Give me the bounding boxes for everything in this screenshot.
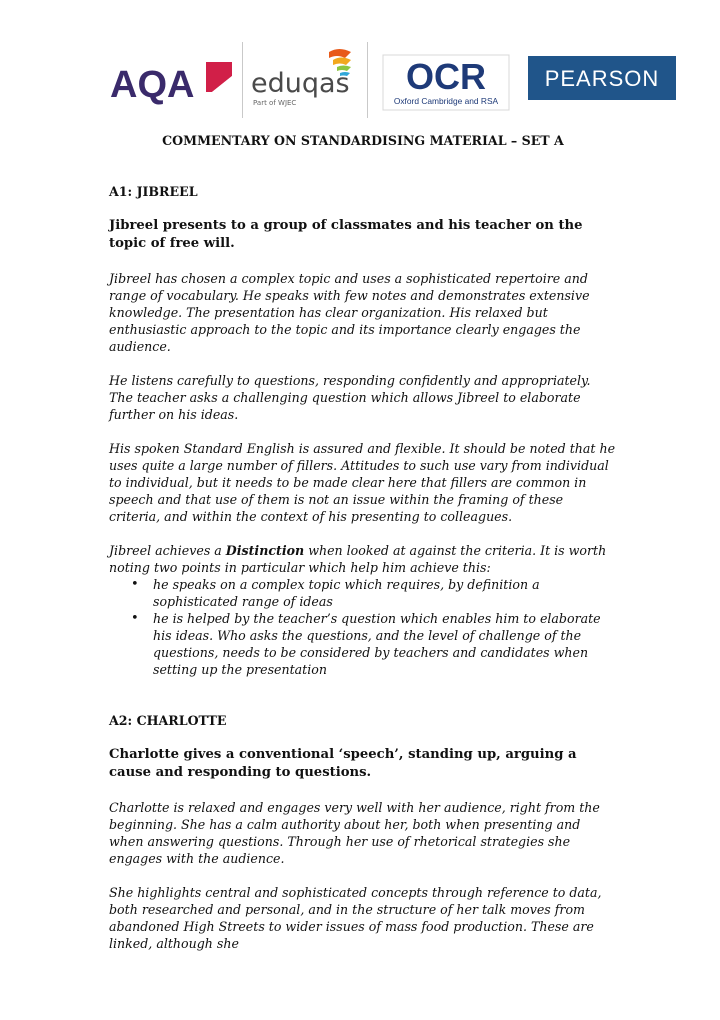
section-heading-a1: A1: JIBREEL	[109, 184, 198, 199]
ocr-logo	[382, 42, 510, 118]
paragraph: She highlights central and sophisticated concepts through reference to data, both researched and personal, and in the structure of her talk moves from abandoned High Streets to wider issues of mass food production. These are linked, although she	[109, 885, 602, 951]
paragraph: His spoken Standard English is assured and flexible. It should be noted that he uses quite a large number of fillers. Attitudes to such use vary from individual to individual, but it needs to be made clear here that fillers are common in speech and that use of them is not an issue within the framing of these criteria, and within the context of his presenting to colleagues.	[109, 441, 616, 524]
paragraph: Charlotte is relaxed and engages very well with her audience, right from the beginning. She has a calm authority about her, both when presenting and when answering questions. Through her use of rhetorical strategies she engages with the audience.	[109, 800, 600, 866]
grade-intro: Jibreel achieves a	[109, 543, 226, 558]
pearson-logo	[528, 42, 676, 118]
eduqas-logo-text: eduqas	[251, 68, 350, 99]
list-item: • he is helped by the teacher’s question which enables him to elaborate his ideas. Who asks the questions, and the level of challenge of the questions, needs to be considered by teachers and candidates when setting up the presentation	[153, 610, 617, 678]
logo-strip	[108, 42, 678, 118]
paragraph: Jibreel has chosen a complex topic and uses a sophisticated repertoire and range of vocabulary. He speaks with few notes and demonstrates extensive knowledge. The presentation has clear organization. His relaxed but enthusiastic approach to the topic and its importance clearly engages the audience.	[109, 271, 590, 354]
section-summary-a2: Charlotte gives a conventional ‘speech’, standing up, arguing a cause and responding to questions.	[109, 747, 577, 780]
document-title: COMMENTARY ON STANDARDISING MATERIAL – SET A	[162, 133, 564, 148]
section-heading-a2: A2: CHARLOTTE	[109, 713, 227, 728]
bullet-list	[109, 576, 617, 678]
grade-paragraph	[109, 542, 617, 576]
eduqas-logo	[242, 42, 368, 118]
pearson-logo-text: PEARSON	[544, 66, 660, 91]
document-body	[109, 132, 617, 952]
ocr-logo-subtext: Oxford Cambridge and RSA	[393, 96, 499, 106]
section-summary-a1: Jibreel presents to a group of classmates and his teacher on the topic of free will.	[109, 218, 583, 251]
grade-value: Distinction	[225, 543, 305, 558]
aqa-logo	[108, 42, 234, 118]
grade-outro: when looked at against the criteria. It is worth noting two points in particular which help him achieve this:	[109, 543, 607, 575]
aqa-logo-text: AQA	[110, 64, 195, 106]
paragraph: He listens carefully to questions, responding confidently and appropriately. The teacher asks a challenging question which allows Jibreel to elaborate further on his ideas.	[109, 373, 591, 422]
eduqas-logo-subtext: Part of WJEC	[253, 99, 297, 107]
list-item: • he speaks on a complex topic which requires, by definition a sophisticated range of ideas	[153, 576, 617, 610]
ocr-logo-text: OCR	[406, 56, 486, 97]
